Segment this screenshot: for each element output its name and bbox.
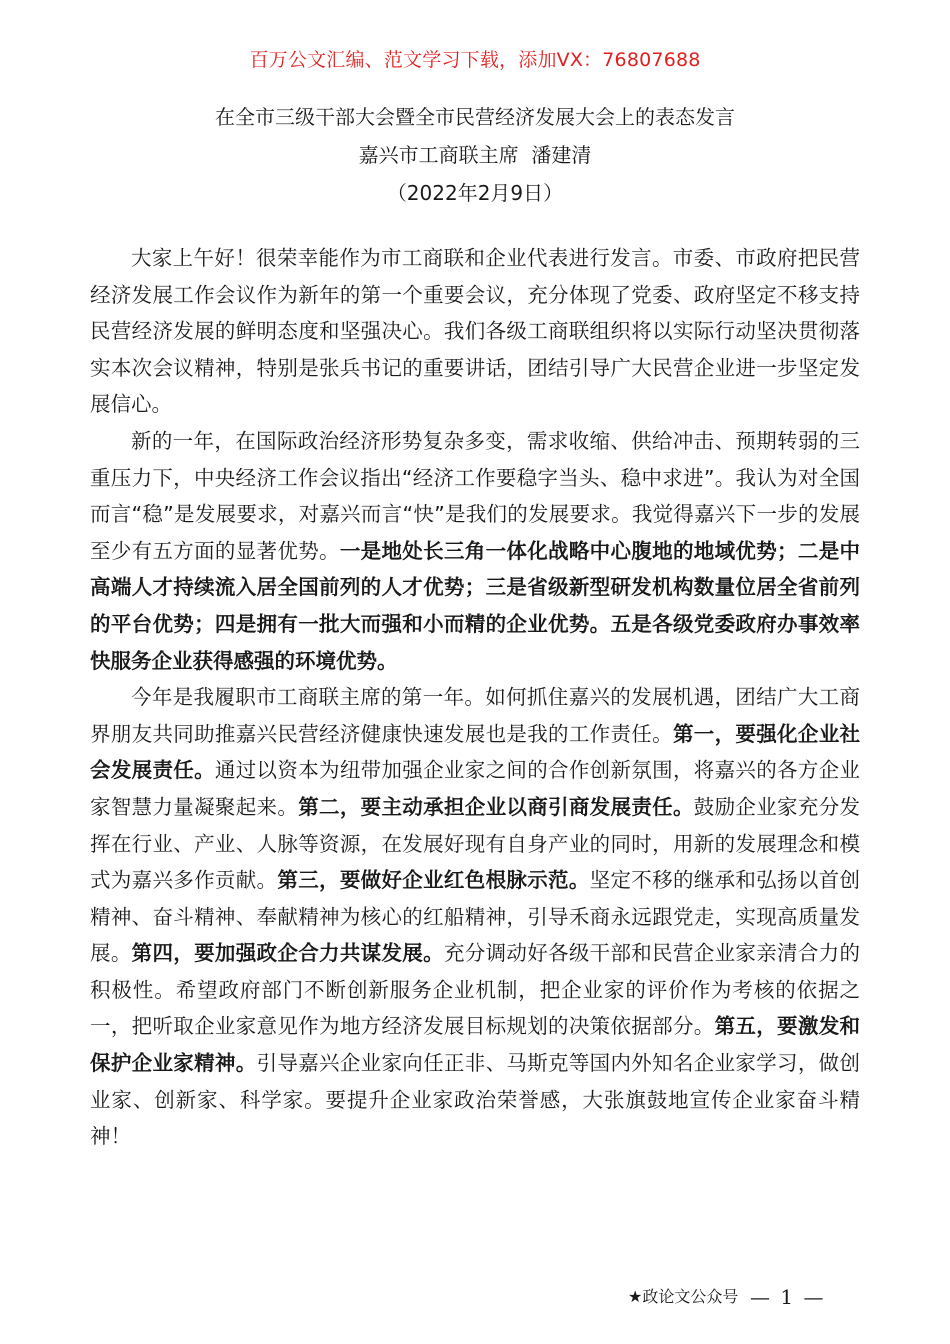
watermark-banner: 百万公文汇编、范文学习下载，添加VX：76807688: [249, 49, 701, 71]
document-title: 在全市三级干部大会暨全市民营经济发展大会上的表态发言: [215, 105, 735, 129]
advantages-list: 一是地处长三角一体化战略中心腹地的地域优势；二是中高端人才持续流入居全国前列的人才优势；三是省级新型研发机构数量位居全省前列的平台优势；四是拥有一批大而强和小而精的企业优势。五是各级党委政府办事效率快服务企业获得感强的环境优势。: [90, 538, 861, 673]
paragraph-text: 今年是我履职市工商联主席的第一年。如何抓住嘉兴的发展机遇，团结广大工商界朋友共同助推嘉兴民营经济健康快速发展也是我的工作责任。: [90, 685, 860, 746]
speech-date: （2022年2月9日）: [386, 181, 564, 205]
point-heading-5: 第五，要激发和保护企业家精神。: [90, 1014, 861, 1076]
document-header: [0, 98, 950, 212]
point-heading-1: 第一，要强化企业社会发展责任。: [90, 721, 861, 783]
speaker-line: 嘉兴市工商联主席 潘建清: [358, 143, 592, 167]
page-footer: [0, 1282, 950, 1312]
document-body: [90, 240, 860, 1155]
paragraph-greeting: [90, 240, 860, 423]
point-text-1: 通过以资本为纽带加强企业家之间的合作创新氛围，将嘉兴的各方企业家智慧力量凝聚起来。: [90, 758, 861, 819]
paragraph-text: 新的一年，在国际政治经济形势复杂多变，需求收缩、供给冲击、预期转弱的三重压力下，中央经济工作会议指出“经济工作要稳字当头、稳中求进”。我认为对全国而言“稳”是发展要求，对嘉兴而言“快”是我们的发展要求。我觉得嘉兴下一步的发展至少有五方面的显著优势。: [90, 428, 860, 563]
point-text-5: 引导嘉兴企业家向任正非、马斯克等国内外知名企业家学习，做创业家、创新家、科学家。要提升企业家政治荣誉感，大张旗鼓地宣传企业家奋斗精神！: [90, 1051, 861, 1149]
point-heading-3: 第三，要做好企业红色根脉示范。: [277, 868, 590, 893]
paragraph-text: 大家上午好！很荣幸能作为市工商联和企业代表进行发言。市委、市政府把民营经济发展工作会议作为新年的第一个重要会议，充分体现了党委、政府坚定不移支持民营经济发展的鲜明态度和坚强决心。我们各级工商联组织将以实际行动坚决贯彻落实本次会议精神，特别是张兵书记的重要讲话，团结引导广大民营企业进一步坚定发展信心。: [90, 246, 860, 417]
point-heading-2: 第二，要主动承担企业以商引商发展责任。: [298, 794, 694, 819]
page-number: — 1 —: [750, 1285, 826, 1309]
point-text-2: 鼓励企业家充分发挥在行业、产业、人脉等资源，在发展好现有自身产业的同时，用新的发展理念和模式为嘉兴多作贡献。: [90, 794, 861, 893]
paragraph-responsibilities: [90, 679, 860, 1155]
paragraph-advantages: [90, 423, 860, 679]
point-text-3: 坚定不移的继承和弘扬以首创精神、奋斗精神、奉献精神为核心的红船精神，引导禾商永远跟党走，实现高质量发展。: [90, 868, 861, 966]
point-text-4: 充分调动好各级干部和民营企业家亲清合力的积极性。希望政府部门不断创新服务企业机制，把企业家的评价作为考核的依据之一，把听取企业家意见作为地方经济发展目标规划的决策依据部分。: [90, 941, 861, 1039]
point-heading-4: 第四，要加强政企合力共谋发展。: [131, 941, 444, 966]
footer-source: ★政论文公众号: [628, 1287, 739, 1306]
